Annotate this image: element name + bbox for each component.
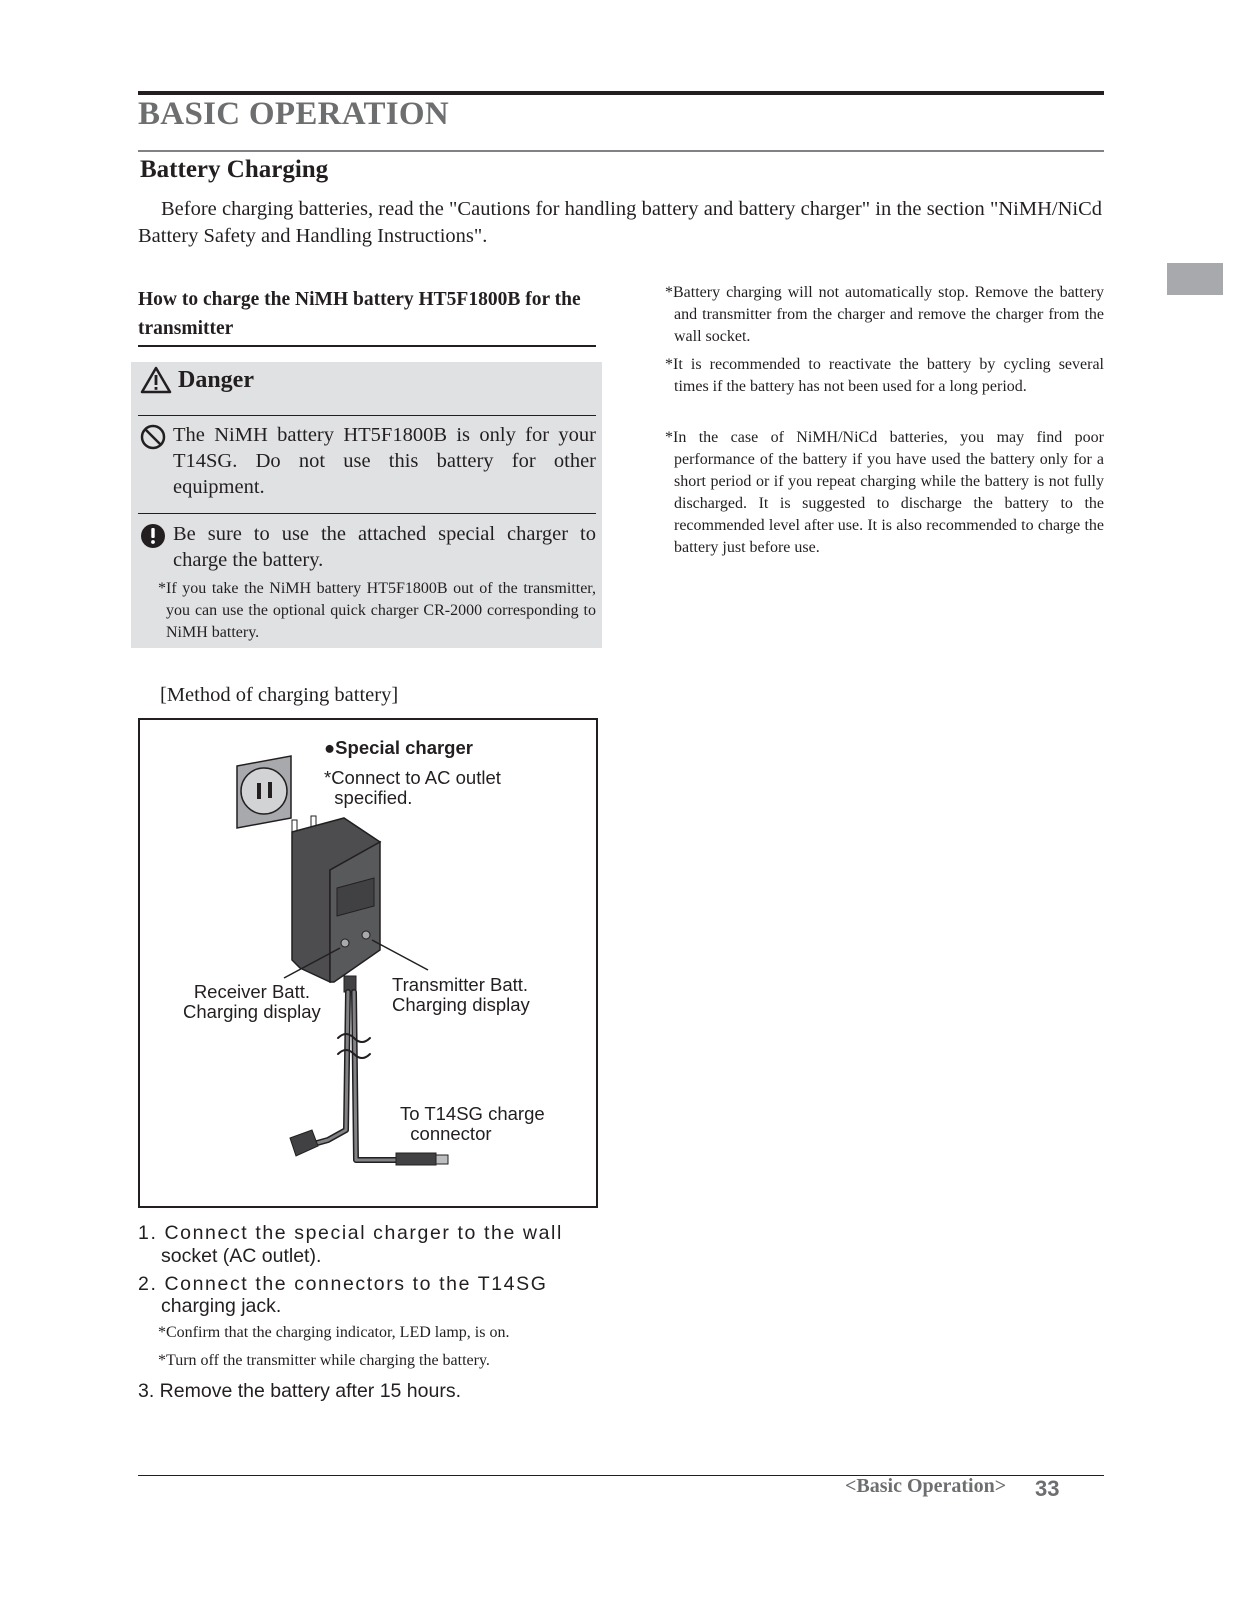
charger-diagram	[138, 718, 598, 1208]
step-2-cont: charging jack.	[161, 1295, 282, 1317]
danger-title	[140, 366, 254, 394]
charger-cable-icon	[310, 992, 400, 1160]
chapter-tab	[1167, 263, 1223, 295]
right-note	[665, 354, 1104, 398]
right-note-text: *Battery charging will not automatically stop. Remove the battery and transmitter from the charger and remove the charger from the wall socket.	[665, 284, 1104, 345]
warning-triangle-icon	[140, 366, 172, 394]
title-rule	[138, 150, 1104, 152]
diagram-title: ●Special charger	[324, 737, 473, 758]
section-title: BASIC OPERATION	[138, 96, 450, 132]
danger-note	[158, 578, 596, 644]
danger-item-text: Be sure to use the attached special charger to charge the battery.	[173, 523, 596, 571]
transmitter-label: Transmitter Batt. Charging display	[392, 974, 530, 1015]
exclamation-icon	[140, 523, 166, 549]
subheading: How to charge the NiMH battery HT5F1800B for the transmitter	[138, 285, 596, 347]
intro-paragraph: Before charging batteries, read the "Cautions for handling battery and battery charger" in the section "NiMH/NiCd Battery Safety and Handling Instructions".	[138, 198, 1102, 247]
receiver-connector-icon	[290, 1130, 318, 1156]
prohibited-icon	[140, 424, 166, 450]
dc-plug-icon	[396, 1153, 448, 1165]
ac-outlet-icon	[237, 756, 291, 828]
danger-title-text: Danger	[178, 366, 254, 393]
receiver-label: Receiver Batt. Charging display	[183, 981, 321, 1022]
step-2: 2. Connect the connectors to the T14SG	[138, 1273, 548, 1295]
right-note	[665, 282, 1104, 348]
charger-adapter-icon	[292, 816, 380, 992]
footer-section: <Basic Operation>	[845, 1475, 1007, 1497]
danger-item	[138, 521, 596, 573]
transmitter-pointer-line	[372, 940, 428, 970]
page-heading: Battery Charging	[140, 156, 329, 183]
step-1-cont: socket (AC outlet).	[161, 1245, 322, 1267]
right-note-text: *It is recommended to reactivate the battery by cycling several times if the battery has not been used for a long period.	[665, 356, 1104, 395]
step-3: 3. Remove the battery after 15 hours.	[138, 1380, 462, 1402]
step-1: 1. Connect the special charger to the wall	[138, 1222, 563, 1244]
danger-divider	[138, 513, 596, 514]
danger-note-text: *If you take the NiMH battery HT5F1800B out of the transmitter, you can use the optional quick charger CR-2000 corresponding to NiMH battery.	[158, 580, 596, 641]
right-note	[665, 427, 1104, 559]
top-rule	[138, 91, 1104, 95]
danger-item	[138, 422, 596, 500]
step-note: *Turn off the transmitter while charging the battery.	[158, 1352, 490, 1369]
page-number: 33	[1035, 1476, 1060, 1501]
danger-divider	[138, 415, 596, 416]
figure-caption: [Method of charging battery]	[160, 684, 399, 706]
ac-outlet-note: *Connect to AC outlet specified.	[324, 767, 501, 808]
connector-label: To T14SG charge connector	[400, 1103, 545, 1144]
danger-item-text: The NiMH battery HT5F1800B is only for your T14SG. Do not use this battery for other equipment.	[173, 424, 596, 498]
step-note: *Confirm that the charging indicator, LED lamp, is on.	[158, 1324, 510, 1341]
right-note-text: *In the case of NiMH/NiCd batteries, you may find poor performance of the battery if you have used the battery only for a short period or if you repeat charging while the battery is not fully discharged. It is suggested to discharge the battery to the recommended level after use. It is also recommended to charge the battery just before use.	[665, 429, 1104, 556]
